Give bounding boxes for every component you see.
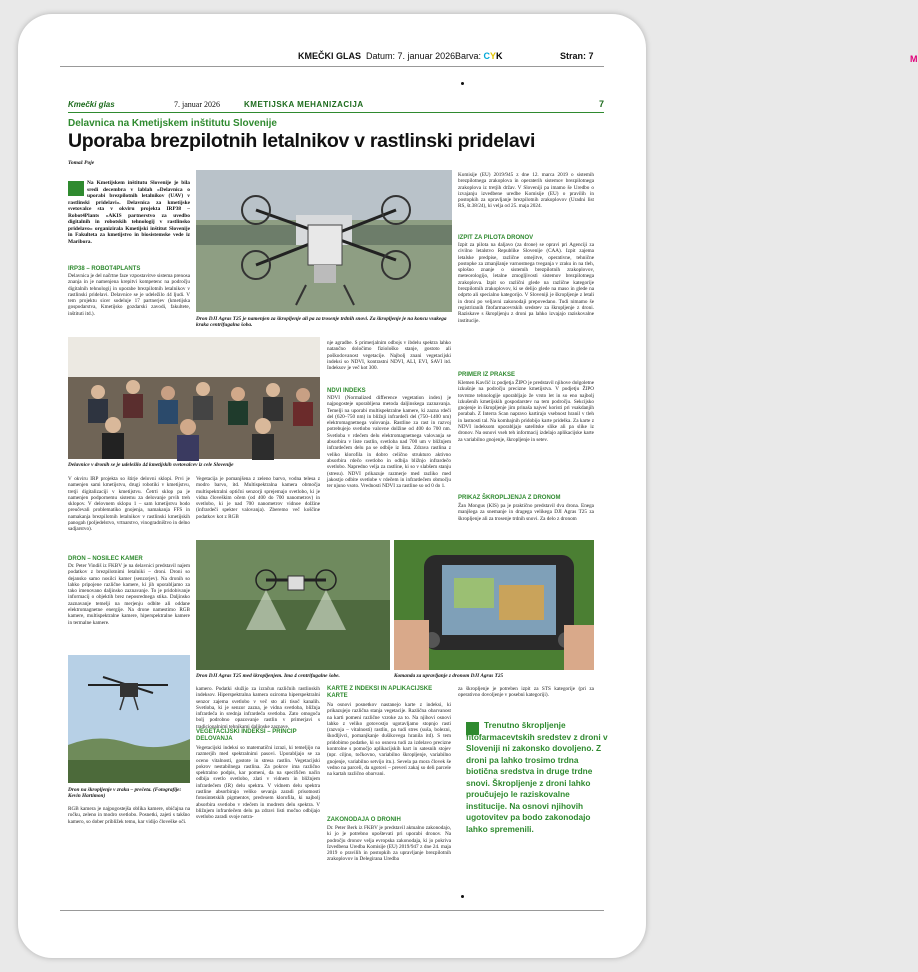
body-text: NDVI (Normalized difference vegetation index) je najpogosteje uporabljena metoda daljinskega zaznavanja. Temelji na uporabi multispektralne kamere, ki zazna rdeči del (620–750 nm) in bližnji infrardeči del (750–1400 nm) elektromagnetnega valovanja. Rastline za rast in razvoj potrebujejo svetlobo valovne dolžine od 400 do 700 nm. Svetloba v rdečem delu elektromagnetnega valovanja se absorbira v liste rastlin, svetloba nad 700 um v bližnjem infrardečem delu pa se odbije iz lista. Zdrava rastlina z veliko klorofila in dobro celično strukturo aktivno absorbira rdečo svetlobo in odbija bližnjo infrardečo svetlobo. Napredno velja za rastline, ki so v slabšem stanju (stresu). NDVI prikazuje razmerje med razliko med jakostjo odbite svetlobe v rdečem in infrardečem območju ter njuno vsoto. Vrednosti NDVI za rastline so od 0 do 1. xyxy=(327,395,451,490)
body-text: Komisije (EU) 2019/945 z dne 12. marca 2019 o sistemih brezpilotnega zrakoplova in operaterih sistemov brezpilotnega zrakoplova iz tretjih držav. V Sloveniji pa imamo še Uredbo o izvajanju izvedbene uredbe Komisije (EU) o pravilih in postopkih za upravljanje brezpilotnih zrakoplovov (Uradni list RS, št.38/24), ki velja od 25. maja 2024. xyxy=(458,172,594,210)
body-text: Na osnovi posnetkov nastanejo karte z indeksi, ki prikazujejo različna stanja vegetacije. Različna obarvanost na karti pomeni različne vzroke za to. Na njihovi osnovi lahko z veliko gotovostjo ugotavljamo stopnjo rasti (razvoja – vitalnosti) rastlin, pa tudi stres (suša, bolezni, škodljivci, pomanjkanje dušikovega hranila itd). S tem pridobimo podatke, ki so osnova tudi za izdelavo precizne kontrolne s pomočjo aplikacijskih kart in satesnih stojev (npr. ciljno, točkovno, variabilno škropljenje, variabilno gnojenje, variabilno setvijo itn.). Sevela pa mora človek še vedno na parceli, da ugotovi – preveri zakaj so deli parcele na kartah različno obarvani. xyxy=(327,702,451,778)
color-label: Barva: xyxy=(455,51,482,61)
cmyk-badge: C M YK xyxy=(483,51,918,64)
drop-cap-block xyxy=(68,181,84,196)
body-text: kamero. Podatki služijo za izračun različnih rastlinskih indeksov. Hiperspektralna kamera oziroma hiperspektralni senzor zajema svetlobo v več sto ali tisoč kanalih. Svetloba, ki je senzor zazna, je vidna svetloba, bližnja infrardeča in srednja infrardeča svetloba. Zato omogoča bolj podrobno opazovanje rastlin v primerjavi s tradicionalnimi tehnikami daljinske zaznave. xyxy=(196,686,320,730)
divider xyxy=(60,66,604,67)
header-date: 7. januar 2026 xyxy=(174,100,220,109)
photo-caption: Komanda za upravljanje z dronom DJI Agras T25 xyxy=(394,673,504,679)
body-text: Dr. Peter Berk iz FKBV je predstavil aktualno zakonodajo, ki jo je potrebno upoštevati pri uporabi dronov. Na področju dronov velja evropska zakonodaja, ki jo pokriva Izvedbena Uredba Komisije (EU) 2019/947 z dne 24. maja 2019 o pravilih in postopkih za upravljanje brezpilotnih zrakoplovov in Delegirana Uredba xyxy=(327,825,451,863)
publication-name: KMEČKI GLAS xyxy=(298,51,361,61)
production-bar xyxy=(0,48,918,64)
photo-drone-ground xyxy=(196,170,452,312)
subheading: VEGETACIJSKI INDEKSI – PRINCIP DELOVANJA xyxy=(196,729,297,742)
registration-dot xyxy=(461,895,464,898)
body-text: V okviru IRP projekta so štirje delovni sklopi. Prvi je namenjen sami kmetijstvu, drugi robotiki v kmetijstvu, tretji digitalizaciji v kmetijstvu. Četrti sklop pa je namenjen podpornemu sistemu za delovanje prvih treh sklopov. V delovnem sklopu 1 – sam kmetijstvu bodo preučevali problematiko gnojenja, namakanja FFS in namakanja brezpilotnih letalnikov v rastlinski kmetijskih panogah (poljedelstvo, vrtnarstvo, vinogradništvo in delno sadjarstvo). xyxy=(68,476,190,533)
article-headline: Uporaba brezpilotnih letalnikov v rastlinski pridelavi xyxy=(68,130,536,152)
subheading: PRIKAZ ŠKROPLJENJA Z DRONOM xyxy=(458,495,561,501)
lead-paragraph: Na Kmetijskem inštitutu Slovenije je bila sredi decembra v lablah »Delavnica o uporabi brezpilotnih letalnikov (UAV) v rastlinski pridelavi«. Delavnica za kmetijske svetovalce sta v okviru projekta IRP38 – Robot4Plants »AKIS partnerstvo za uvedbo digitalnih in robotskih tehnologij v rastlinsko pridelavo« organizirala Kmetijski inštitut Slovenije in Fakulteta za kmetijstvo in biosistemske vede iz Maribora. xyxy=(68,180,190,245)
photo-drone-air xyxy=(68,655,190,783)
subheading: IZPIT ZA PILOTA DRONOV xyxy=(458,235,534,241)
body-text: Delavnica je del načrtne faze vzpostavitve sistema prenosa znanja in je namenjena krepitvi kompetenc na področju digitalnih tehnologij in uporabe brezpilotnih letalnikov v rastlinski pridelavi. Delavnice se je udeležilo 44 ljudi. V tem projektu sicer sodeluje 17 partnerjev (kmetijska gospodarstva, Kmetijsko gozdarski zavodi, fakultete, inštituti itd.). xyxy=(68,273,190,317)
photo-audience xyxy=(68,337,320,459)
subheading: IRP38 – ROBOT4PLANTS xyxy=(68,266,141,272)
quote-text: Trenutno škropljenje fitofarmacevtskih sredstev z droni v Sloveniji ni zakonsko dovoljeno. Z droni pa lahko trosimo trdna biotična sredstva in druge trdne snovi. Škropljenje z droni lahko proučujejo le raziskovalne institucije. Na osnovi njihovih ugotovitev pa bodo zakonodajo lahko spremenili. xyxy=(466,720,608,834)
body-text: RGB kamera je najpogostejša oblika kamere, običajna na ročku, zeleno in modro svetlobo. Posnetki, zajeti s takšno kamero, so dober približek temu, kar vidijo človeške oči. xyxy=(68,806,190,825)
body-text: Žan Mongus (KIS) pa je praktično predstavil dva drona. Enega manjšega za snemanje in dragega velikega DJI Agras T25 za škropljenje ali za trosenje trdnih snovi. Za delo z dronom xyxy=(458,503,594,522)
subheading: PRIMER IZ PRAKSE xyxy=(458,372,516,378)
photo-remote-control xyxy=(394,540,594,670)
photo-caption: Delavnice v dronih se je udeležilo 44 kmetijskih svetovalcev iz cele Slovenije xyxy=(68,462,234,468)
section-title: KMETIJSKA MEHANIZACIJA xyxy=(244,100,364,109)
page-label: Stran: xyxy=(560,51,587,61)
body-text: Izpit za pilota na daljavo (za drone) se opravi pri Agenciji za civilno letalstvo Republike Slovenije (CAA). Izpit zajema letalske predpise, različne omejitve, operativne, tehnične postopke za zmanjšanje varnostnega tveganja v zraku in na tleh, splošno znanje o sistemih brezpilotnih zrakoplovov, meteorologijo, letalne zmogljivosti sistemov brezpilotnega zrakoplova. Izpit so različni glede na različne kategorije brezpilotnih zrakoplovov, ki se delijo glede na maso in glede na odprto ali specialno kategorijo. V Sloveniji je škropljenje z letali in droni po veljavni zakonodaji prepovedano. Tudi nimamo še registriranih fitofarmacevtskih sredstev za škropljenje z droni. Raziskave s škropljenju z droni pa lahko izvajajo raziskovalne institucije. xyxy=(458,242,594,324)
date-label: Datum: xyxy=(366,51,396,61)
body-text: Dr. Peter Vindiš iz FKBV je na delavnici predstavil najem podatkov z brezpilotnimi letalniki – droni. Droni so dejansko samo nosilci kamer (senzorjev). Na dronih so lahko pripojene različne kamere, ki jih uporabljamo za tako imenovano daljinsko zaznavanje. To je pridobivanje informacij o objektih brez neposrednega stika. Daljinsko zaznavanje temelji na merjenju odbite ali oddane elektromagnetne energije. Na drone namestimo RGB kamere, multispektralne kamere, hiperspektralne kamere in termalne kamere. xyxy=(68,563,190,626)
body-text: za škropljenje je potreben izpit za STS kategorije (pri za operativno dovoljenje v posebni kategoriji). xyxy=(458,686,594,699)
photo-caption: Dron na škropljenje v zraku – prečeta. (Fotografije: Kevin Hartimon) xyxy=(68,787,182,800)
page-number-info xyxy=(560,51,594,61)
body-text: Klemen Kavčič iz podjetja ŽIPO je predstavil njihove dolgoletne izkušnje na področju precizne kmetijstva. V podjetju ŽIPO tovrstne tehnologije uporabljajo že vrsto let in so eno najbolj izkušenih kmetijskih gospodarstev na tem področju. Sekcijsko gnojenje in škropljenje jim prinaša najveć koristi pri vsakdanjih porabah. Z Interra Scan napravo kartirajo vsebnost hranil v tleh in lastnosti tal. Na kombajnih pridobijo karte pridelka. Za karte z NDVI indeksom uporabljajo satelitske slike ali pa slike iz dronov. Na osnovi vseh teh informacij izdelajo aplikacijske karte za variabilno gnojenje, škropljenje in setev. xyxy=(458,380,594,443)
page-value: 7 xyxy=(588,51,594,61)
registration-dot xyxy=(461,82,464,85)
date-value: 7. januar 2026 xyxy=(397,51,456,61)
body-text: nje agradbe. S primerjalnim odbojs v ibdelu spektra lahko natančno določimo fiziološko stanje, gostoto ali poškodovanost vegetacije. Najbolj znani vegetacijski indeksi so NDVI, kontrastni NDVI, ALI, EVI, SAVI itd. Indeksov je več kot 300. xyxy=(327,340,451,372)
body-text: Vegetacija je pomanjšena z zeleno barvo, vodna telesa z modro barvo, itd. Multispektralna kamera območja multispektralni optični senzorji sprejemajo svetlobo, ki je vidna človeškim očem (od 400 do 700 nanometrov) in svetlobo, ki je nad 700 nanometrov vidnoe dolžine (infrardeči spekter valovanja). Zberemo več koščine podatkov kot z RGB xyxy=(196,476,320,520)
header-page: 7 xyxy=(598,99,604,109)
photo-caption: Dron DJI Agras T25 je namenjen za škropljenje ali pa za trosenje trdnih snovi. Za škropljenje je na koncu vsakega kraka centrifugalna šoba. xyxy=(196,316,447,329)
subheading: DRON – NOSILEC KAMER xyxy=(68,556,143,562)
article-kicker: Delavnica na Kmetijskem inštitutu Slovenije xyxy=(68,118,277,129)
subheading: NDVI INDEKS xyxy=(327,388,366,394)
production-info xyxy=(298,51,455,61)
subheading: KARTE Z INDEKSI IN APLIKACIJSKE KARTE xyxy=(327,686,433,699)
page-header xyxy=(68,100,604,113)
photo-drone-spraying xyxy=(196,540,390,670)
author: Tomaž Poje xyxy=(68,160,95,166)
body-text: Vegetacijski indeksi so matematični izrazi, ki temeljijo na razmerjih med spektralnimi pasovi. Uporabljajo se za oceno vitalnosti, gostote in stresa rastlin. Vegetacijski pokrov nestabilnega rastlina. Za pokrov ima različno spektralno podpis, kar pomeni, da na specifičen način odbija svetlo svetlobo, zlati v vidnem in bližnjem infrardečem (IR) delu spektra. V vidnem delu spektra rastline absorbirajo veliko sevanja zaradi prisotnosti fotosintetskih pigmentov, predvsem klorofila, ki najbolj absorbira svetlobo v rdečem in modrem delu spektra. V bližnjem infrardečem delu pa zdravi listi močno odbijajo svetlobo zaradi svoje notra- xyxy=(196,745,320,821)
photo-caption: Dron DJI Agras T25 med škropljenjem. Ima 4 centrifugalne šobe. xyxy=(196,673,340,679)
brand-logo: Kmečki glas xyxy=(68,100,115,109)
divider xyxy=(60,910,604,911)
subheading: ZAKONODAJA O DRONIH xyxy=(327,817,401,823)
